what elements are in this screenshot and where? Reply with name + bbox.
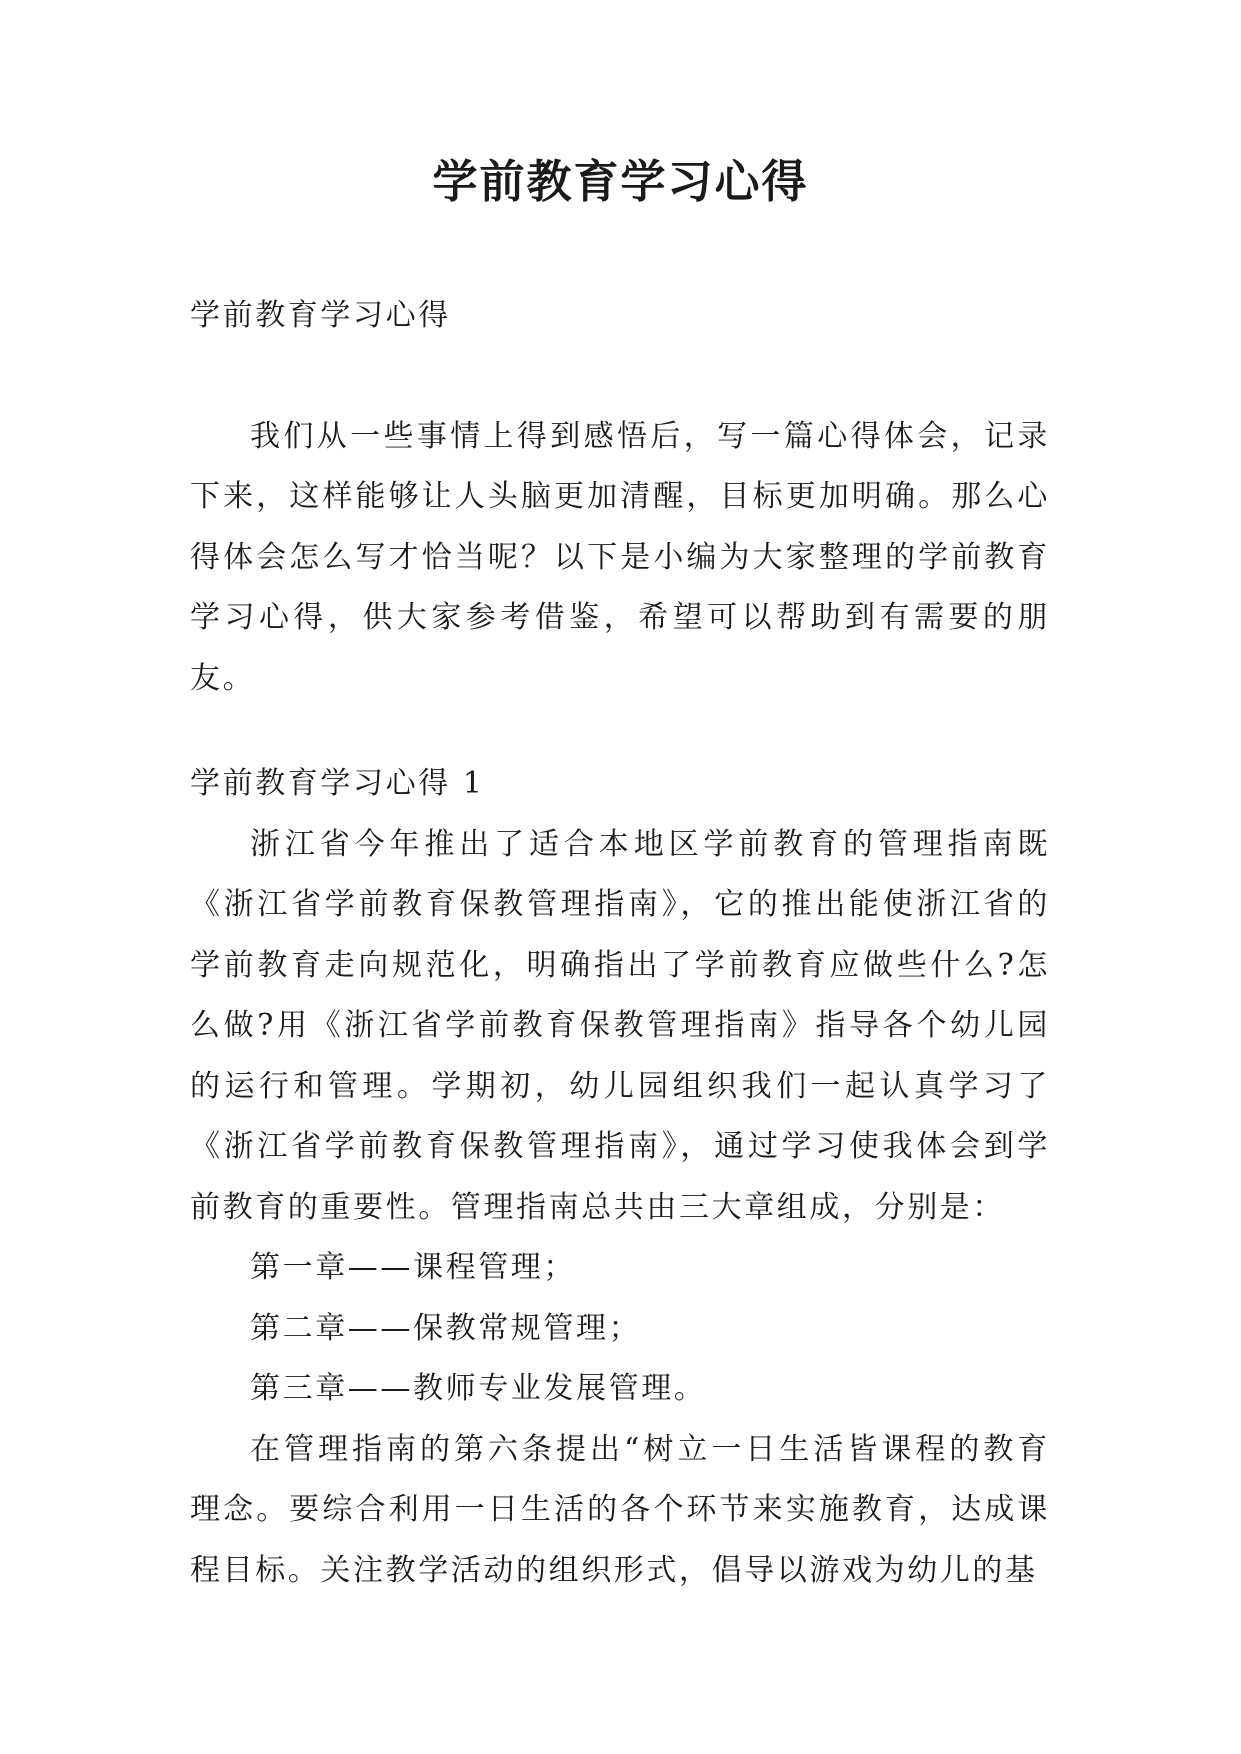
spacer <box>190 709 1050 754</box>
chapter-item: 第二章——保教常规管理； <box>250 1310 642 1346</box>
chapter-item: 第三章——教师专业发展管理。 <box>250 1371 707 1406</box>
chapter-item: 第一章——课程管理； <box>250 1250 576 1285</box>
subtitle: 学前教育学习心得 <box>190 298 451 333</box>
section-heading: 学前教育学习心得 1 <box>190 766 485 801</box>
document-body <box>190 286 1050 1601</box>
intro-paragraph: 我们从一些事情上得到感悟后，写一篇心得体会，记录下来，这样能够让人头脑更加清醒，目标更加明确。那么心得体会怎么写才恰当呢？以下是小编为大家整理的学前教育学习心得，供大家参考借鉴，希望可以帮助到有需要的朋友。 <box>190 418 1050 696</box>
body-paragraph: 在管理指南的第六条提出“树立一日生活皆课程的教育理念。要综合利用一日生活的各个环节来实施教育，达成课程目标。关注教学活动的组织形式，倡导以游戏为幼儿的基 <box>190 1431 1050 1588</box>
body-paragraph: 浙江省今年推出了适合本地区学前教育的管理指南既《浙江省学前教育保教管理指南》，它的推出能使浙江省的学前教育走向规范化，明确指出了学前教育应做些什么?怎么做?用《浙江省学前教育保教管理指南》指导各个幼儿园的运行和管理。学期初，幼儿园组织我们一起认真学习了《浙江省学前教育保教管理指南》，通过学习使我体会到学前教育的重要性。管理指南总共由三大章组成，分别是： <box>190 826 1050 1225</box>
document-title: 学前教育学习心得 <box>432 155 809 208</box>
spacer <box>190 347 1050 407</box>
